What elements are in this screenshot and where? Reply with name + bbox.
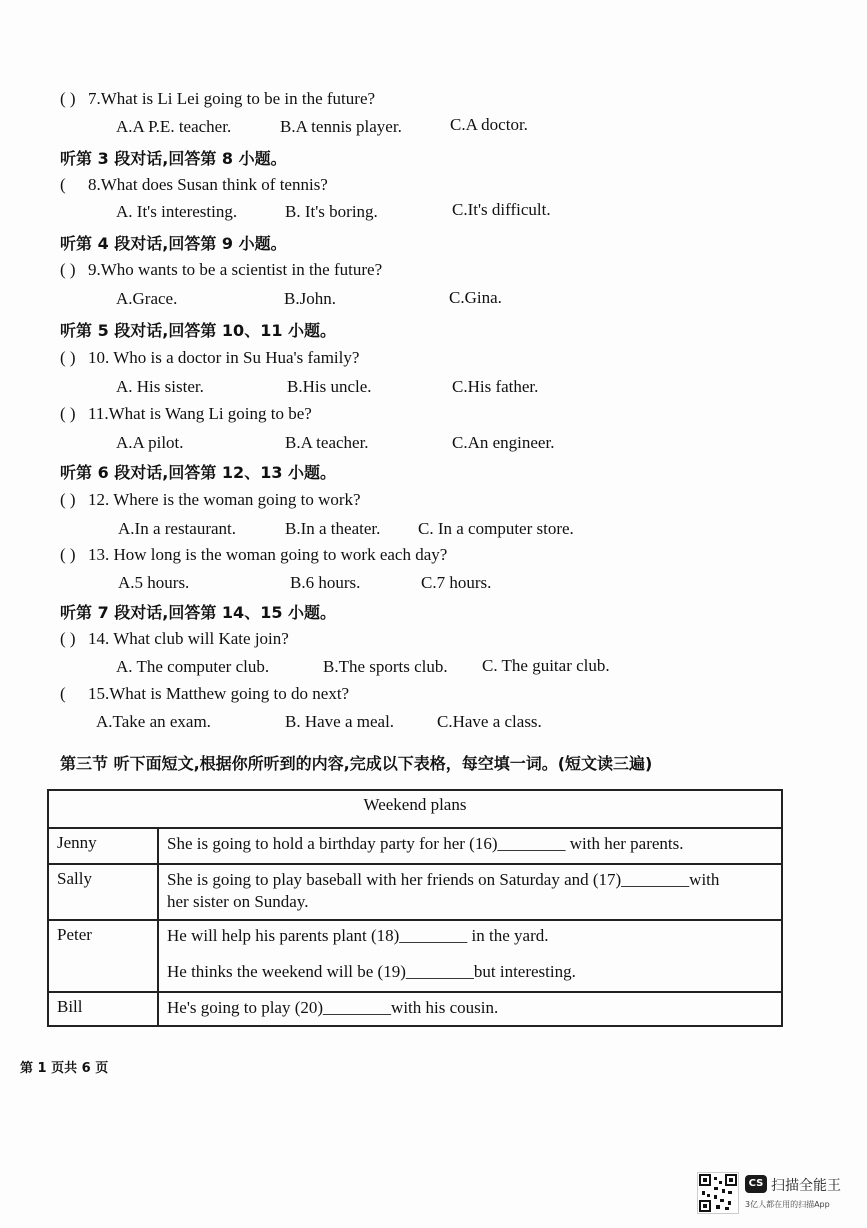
table-row — [48, 864, 782, 920]
row-line: He will help his parents plant (18)________ in the yard. — [167, 926, 549, 945]
question-text: 7.What is Li Lei going to be in the future? — [88, 89, 376, 108]
question-9 — [60, 260, 382, 280]
qr-code-icon — [697, 1172, 739, 1214]
section-3-heading: 听第 3 段对话,回答第 8 小题。 — [60, 149, 287, 168]
option-a: A.Take an exam. — [96, 712, 211, 731]
answer-paren[interactable]: ( ) — [60, 348, 76, 367]
row-content — [158, 992, 782, 1026]
option-a: A. The computer club. — [116, 657, 270, 676]
part-3-heading: 第三节 听下面短文,根据你所听到的内容,完成以下表格，每空填一词。(短文读三遍) — [60, 754, 653, 773]
question-15 — [60, 684, 349, 704]
answer-paren[interactable]: ( — [60, 175, 66, 194]
row-content — [158, 864, 782, 920]
camscanner-logo: CS — [745, 1175, 767, 1193]
section-5-heading: 听第 5 段对话,回答第 10、11 小题。 — [60, 321, 337, 340]
question-text: 15.What is Matthew going to do next? — [88, 684, 350, 703]
option-a: A. His sister. — [116, 377, 204, 396]
row-content — [158, 828, 782, 864]
option-c: C. In a computer store. — [418, 519, 574, 538]
option-a: A.A pilot. — [116, 433, 184, 452]
question-text: 10. Who is a doctor in Su Hua's family? — [88, 348, 360, 367]
question-text: 14. What club will Kate join? — [88, 629, 289, 648]
question-8 — [60, 175, 328, 195]
option-c: C.A doctor. — [450, 115, 528, 134]
camscanner-slogan: 3亿人都在用的扫描App — [745, 1200, 830, 1209]
row-line: She is going to play baseball with her friends on Saturday and (17)________with — [167, 870, 720, 889]
option-b: B.A teacher. — [285, 433, 369, 452]
question-text: 12. Where is the woman going to work? — [88, 490, 361, 509]
answer-paren[interactable]: ( ) — [60, 260, 76, 279]
section-6-heading: 听第 6 段对话,回答第 12、13 小题。 — [60, 463, 337, 482]
row-name: Jenny — [48, 828, 158, 864]
option-c: C. The guitar club. — [482, 656, 610, 675]
table-caption: Weekend plans — [48, 790, 782, 828]
row-content — [158, 920, 782, 992]
option-b: B. It's boring. — [285, 202, 378, 221]
row-name: Bill — [48, 992, 158, 1026]
section-4-heading: 听第 4 段对话,回答第 9 小题。 — [60, 234, 287, 253]
answer-paren[interactable]: ( ) — [60, 545, 76, 564]
row-line: her sister on Sunday. — [167, 892, 309, 911]
option-c: C.An engineer. — [452, 433, 555, 452]
option-c: C.Have a class. — [437, 712, 542, 731]
option-c: C.Gina. — [449, 288, 502, 307]
answer-paren[interactable]: ( ) — [60, 490, 76, 509]
option-a: A.Grace. — [116, 289, 178, 308]
option-c: C.7 hours. — [421, 573, 492, 592]
option-b: B. Have a meal. — [285, 712, 395, 731]
option-a: A.A P.E. teacher. — [116, 117, 232, 136]
section-7-heading: 听第 7 段对话,回答第 14、15 小题。 — [60, 603, 337, 622]
option-b: B.6 hours. — [290, 573, 361, 592]
question-12 — [60, 490, 361, 510]
option-a: A.5 hours. — [118, 573, 190, 592]
option-b: B.In a theater. — [285, 519, 381, 538]
option-b: B.A tennis player. — [280, 117, 402, 136]
option-b: B.The sports club. — [323, 657, 448, 676]
question-text: 9.Who wants to be a scientist in the future? — [88, 260, 383, 279]
option-c: C.It's difficult. — [452, 200, 551, 219]
question-11 — [60, 404, 312, 424]
table-row — [48, 828, 782, 864]
row-name: Peter — [48, 920, 158, 992]
page-footer: 第 1 页共 6 页 — [20, 1061, 109, 1076]
table-row — [48, 992, 782, 1026]
row-name: Sally — [48, 864, 158, 920]
row-line: He's going to play (20)________with his cousin. — [167, 998, 499, 1017]
question-text: 8.What does Susan think of tennis? — [88, 175, 328, 194]
answer-paren[interactable]: ( ) — [60, 404, 76, 423]
table-row — [48, 920, 782, 992]
question-text: 13. How long is the woman going to work each day? — [88, 545, 448, 564]
option-a: A. It's interesting. — [116, 202, 238, 221]
question-7 — [60, 89, 375, 109]
answer-paren[interactable]: ( ) — [60, 89, 76, 108]
option-a: A.In a restaurant. — [118, 519, 237, 538]
option-b: B.John. — [284, 289, 336, 308]
row-line: She is going to hold a birthday party for her (16)________ with her parents. — [167, 834, 684, 853]
row-line: He thinks the weekend will be (19)________but interesting. — [167, 962, 576, 981]
option-c: C.His father. — [452, 377, 539, 396]
answer-paren[interactable]: ( — [60, 684, 66, 703]
question-text: 11.What is Wang Li going to be? — [88, 404, 312, 423]
weekend-plans-table — [47, 789, 783, 1027]
answer-paren[interactable]: ( ) — [60, 629, 76, 648]
option-b: B.His uncle. — [287, 377, 372, 396]
question-10 — [60, 348, 359, 368]
question-14 — [60, 629, 289, 649]
question-13 — [60, 545, 447, 565]
camscanner-name: 扫描全能王 — [771, 1178, 841, 1194]
